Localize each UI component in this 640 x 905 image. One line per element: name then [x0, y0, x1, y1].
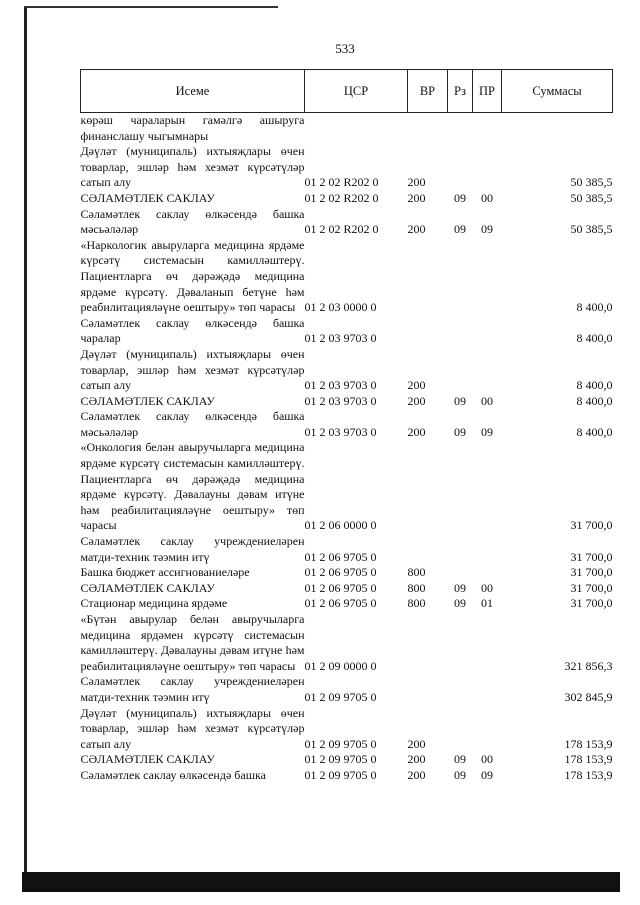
row-sum-cell: 8 400,0	[576, 300, 613, 315]
row-name-cell: СӘЛАМӘТЛЕК САКЛАУ	[80, 580, 215, 595]
row-csr-cell: 01 2 03 9703 0	[304, 331, 377, 346]
row-name-cell: Сәламәтлек саклау өлкәсендә башка чаралар	[80, 315, 305, 346]
row-rz-cell	[448, 565, 473, 581]
row-csr-cell: 01 2 09 9705 0	[304, 736, 377, 751]
row-pr-cell: 09	[481, 222, 493, 237]
row-vr-cell: 200	[407, 175, 426, 190]
table-row	[81, 394, 613, 410]
page-number: 533	[335, 41, 355, 56]
row-sum-cell	[502, 113, 613, 145]
row-rz-cell: 09	[454, 424, 466, 439]
row-sum-cell: 8 400,0	[576, 331, 613, 346]
row-name-cell: Сәламәтлек саклау учреждениеләрен матди-техник тәэмин итү	[80, 534, 305, 564]
row-pr-cell: 00	[481, 752, 493, 767]
table-row	[81, 565, 613, 581]
row-sum-cell: 50 385,5	[570, 175, 613, 190]
header-vr: ВР	[408, 70, 448, 113]
row-name-cell: СӘЛАМӘТЛЕК САКЛАУ	[80, 190, 215, 205]
row-vr-cell	[408, 316, 448, 347]
header-pr: ПР	[473, 70, 502, 113]
row-name-cell: Дәүләт (муниципаль) ихтыяҗлары өчен товарлар, эшләр һәм хезмәт күрсәтүләр сатып алу	[80, 705, 305, 751]
row-csr-cell: 01 2 06 9705 0	[304, 549, 377, 564]
table-row	[81, 316, 613, 347]
row-pr-cell	[473, 612, 502, 674]
row-rz-cell	[448, 316, 473, 347]
row-name-cell: Сәламәтлек саклау өлкәсендә башка мәсьәләләр	[80, 206, 305, 237]
header-name: Исеме	[81, 70, 305, 113]
row-rz-cell: 09	[454, 190, 466, 205]
row-pr-cell	[473, 565, 502, 581]
table-row	[81, 612, 613, 674]
row-pr-cell	[473, 674, 502, 705]
row-rz-cell	[448, 440, 473, 534]
table-body	[81, 113, 613, 784]
row-pr-cell	[473, 440, 502, 534]
row-sum-cell: 321 856,3	[564, 658, 613, 673]
row-pr-cell: 09	[481, 424, 493, 439]
table-row	[81, 191, 613, 207]
row-csr-cell: 01 2 06 0000 0	[304, 518, 377, 533]
row-csr-cell: 01 2 06 9705 0	[304, 580, 377, 595]
row-rz-cell	[448, 113, 473, 145]
row-pr-cell	[473, 316, 502, 347]
row-vr-cell: 800	[407, 580, 426, 595]
row-sum-cell: 31 700,0	[570, 518, 613, 533]
row-rz-cell: 09	[454, 752, 466, 767]
table-row	[81, 144, 613, 191]
row-csr-cell: 01 2 06 9705 0	[304, 565, 377, 580]
table-row	[81, 347, 613, 394]
row-vr-cell: 200	[407, 378, 426, 393]
row-vr-cell: 800	[407, 565, 426, 580]
table-row	[81, 113, 613, 145]
scan-border-bottom	[22, 872, 620, 892]
scan-border-top	[24, 6, 278, 8]
row-sum-cell: 31 700,0	[570, 565, 613, 580]
row-sum-cell: 31 700,0	[570, 580, 613, 595]
row-name-cell: Стационар медицина ярдәме	[80, 596, 228, 611]
row-sum-cell: 8 400,0	[576, 424, 613, 439]
row-sum-cell: 31 700,0	[570, 596, 613, 611]
row-vr-cell	[408, 534, 448, 565]
row-rz-cell	[448, 612, 473, 674]
row-csr-cell: 01 2 06 9705 0	[304, 596, 377, 611]
table-row	[81, 752, 613, 768]
table-row	[81, 440, 613, 534]
row-pr-cell: 09	[481, 767, 493, 782]
row-csr-cell	[305, 113, 408, 145]
row-pr-cell	[473, 534, 502, 565]
table-header-row	[81, 70, 613, 113]
row-pr-cell: 01	[481, 596, 493, 611]
row-pr-cell	[473, 347, 502, 394]
row-vr-cell	[408, 674, 448, 705]
row-sum-cell: 8 400,0	[576, 378, 613, 393]
row-csr-cell: 01 2 02 R202 0	[304, 222, 379, 237]
table-row	[81, 706, 613, 753]
row-pr-cell	[473, 144, 502, 191]
row-sum-cell: 178 153,9	[564, 752, 613, 767]
row-vr-cell: 200	[407, 752, 426, 767]
row-rz-cell: 09	[454, 222, 466, 237]
table-row	[81, 596, 613, 612]
table-row	[81, 674, 613, 705]
row-pr-cell: 00	[481, 580, 493, 595]
table-row	[81, 534, 613, 565]
row-sum-cell: 302 845,9	[564, 689, 613, 704]
row-rz-cell: 09	[454, 596, 466, 611]
row-rz-cell	[448, 706, 473, 753]
row-csr-cell: 01 2 09 0000 0	[304, 658, 377, 673]
row-rz-cell	[448, 347, 473, 394]
row-vr-cell: 200	[407, 190, 426, 205]
row-name-cell: Дәүләт (муниципаль) ихтыяҗлары өчен товарлар, эшләр һәм хезмәт күрсәтүләр сатып алу	[80, 144, 305, 190]
row-name-cell: «Наркологик авыруларга медицина ярдәме күрсәтү системасын камилләштерү. Пациентларга өч дәрәҗәдә медицина ярдәме күрсәтү. Дәваланып бетүне һәм реабилитацияләүне оештыру» төп чарасы	[80, 237, 305, 315]
row-rz-cell: 09	[454, 767, 466, 782]
row-name-cell: Сәламәтлек саклау өлкәсендә башка мәсьәләләр	[80, 409, 305, 439]
row-vr-cell	[408, 113, 448, 145]
row-name-cell: Сәламәтлек саклау өлкәсендә башка	[80, 767, 266, 782]
row-vr-cell	[408, 612, 448, 674]
row-name-cell: Башка бюджет ассигнованиеләре	[80, 565, 250, 580]
row-name-cell: көрәш чараларын гамәлгә ашыруга финанслашу чыгымнары	[80, 113, 305, 143]
row-csr-cell: 01 2 03 9703 0	[304, 393, 377, 408]
table-row	[81, 238, 613, 316]
row-name-cell: СӘЛАМӘТЛЕК САКЛАУ	[80, 393, 215, 408]
row-pr-cell	[473, 113, 502, 145]
row-vr-cell: 200	[407, 424, 426, 439]
header-sum: Суммасы	[502, 70, 613, 113]
row-name-cell: СӘЛАМӘТЛЕК САКЛАУ	[80, 752, 215, 767]
row-vr-cell: 200	[407, 222, 426, 237]
row-pr-cell	[473, 238, 502, 316]
table-row	[81, 409, 613, 440]
table-row	[81, 768, 613, 784]
row-csr-cell: 01 2 09 9705 0	[304, 767, 377, 782]
row-csr-cell: 01 2 02 R202 0	[304, 175, 379, 190]
row-csr-cell: 01 2 03 0000 0	[304, 300, 377, 315]
row-csr-cell: 01 2 02 R202 0	[304, 190, 379, 205]
row-rz-cell	[448, 238, 473, 316]
row-rz-cell	[448, 534, 473, 565]
row-sum-cell: 50 385,5	[570, 222, 613, 237]
row-sum-cell: 178 153,9	[564, 767, 613, 782]
row-pr-cell: 00	[481, 393, 493, 408]
scan-border-left	[24, 6, 27, 874]
row-vr-cell: 200	[407, 736, 426, 751]
row-csr-cell: 01 2 09 9705 0	[304, 752, 377, 767]
row-rz-cell	[448, 674, 473, 705]
row-rz-cell: 09	[454, 393, 466, 408]
row-rz-cell: 09	[454, 580, 466, 595]
row-rz-cell	[448, 144, 473, 191]
table-row	[81, 581, 613, 597]
table-row	[81, 207, 613, 238]
row-csr-cell: 01 2 09 9705 0	[304, 689, 377, 704]
budget-table	[80, 69, 613, 784]
row-csr-cell: 01 2 03 9703 0	[304, 378, 377, 393]
header-rz: Рз	[448, 70, 473, 113]
header-csr: ЦСР	[305, 70, 408, 113]
row-sum-cell: 31 700,0	[570, 549, 613, 564]
row-sum-cell: 8 400,0	[576, 393, 613, 408]
row-csr-cell: 01 2 03 9703 0	[304, 424, 377, 439]
row-vr-cell: 200	[407, 393, 426, 408]
row-vr-cell	[408, 440, 448, 534]
row-name-cell: «Бүтән авырулар белән авыручыларга медицина ярдәмен күрсәтү системасын камилләштерү. Дәвалауны дәвам итүне һәм реабилитацияләүне оештыру» төп чарасы	[80, 612, 305, 673]
row-vr-cell	[408, 238, 448, 316]
row-name-cell: Дәүләт (муниципаль) ихтыяҗлары өчен товарлар, эшләр һәм хезмәт күрсәтүләр сатып алу	[80, 346, 305, 393]
row-pr-cell: 00	[481, 190, 493, 205]
row-name-cell: Сәламәтлек саклау учреждениеләрен матди-техник тәэмин итү	[80, 674, 305, 704]
row-name-cell: «Онкология белән авыручыларга медицина ярдәме күрсәтү системасын камилләштерү. Пациентларга өч дәрәҗәдә медицина ярдәме күрсәтү. Дәвалауны дәвам итүне һәм реабилитацияләүне оештыру» төп чарасы	[80, 440, 305, 533]
row-pr-cell	[473, 706, 502, 753]
row-sum-cell: 178 153,9	[564, 736, 613, 751]
row-vr-cell: 800	[407, 596, 426, 611]
row-vr-cell: 200	[407, 767, 426, 782]
row-sum-cell: 50 385,5	[570, 190, 613, 205]
